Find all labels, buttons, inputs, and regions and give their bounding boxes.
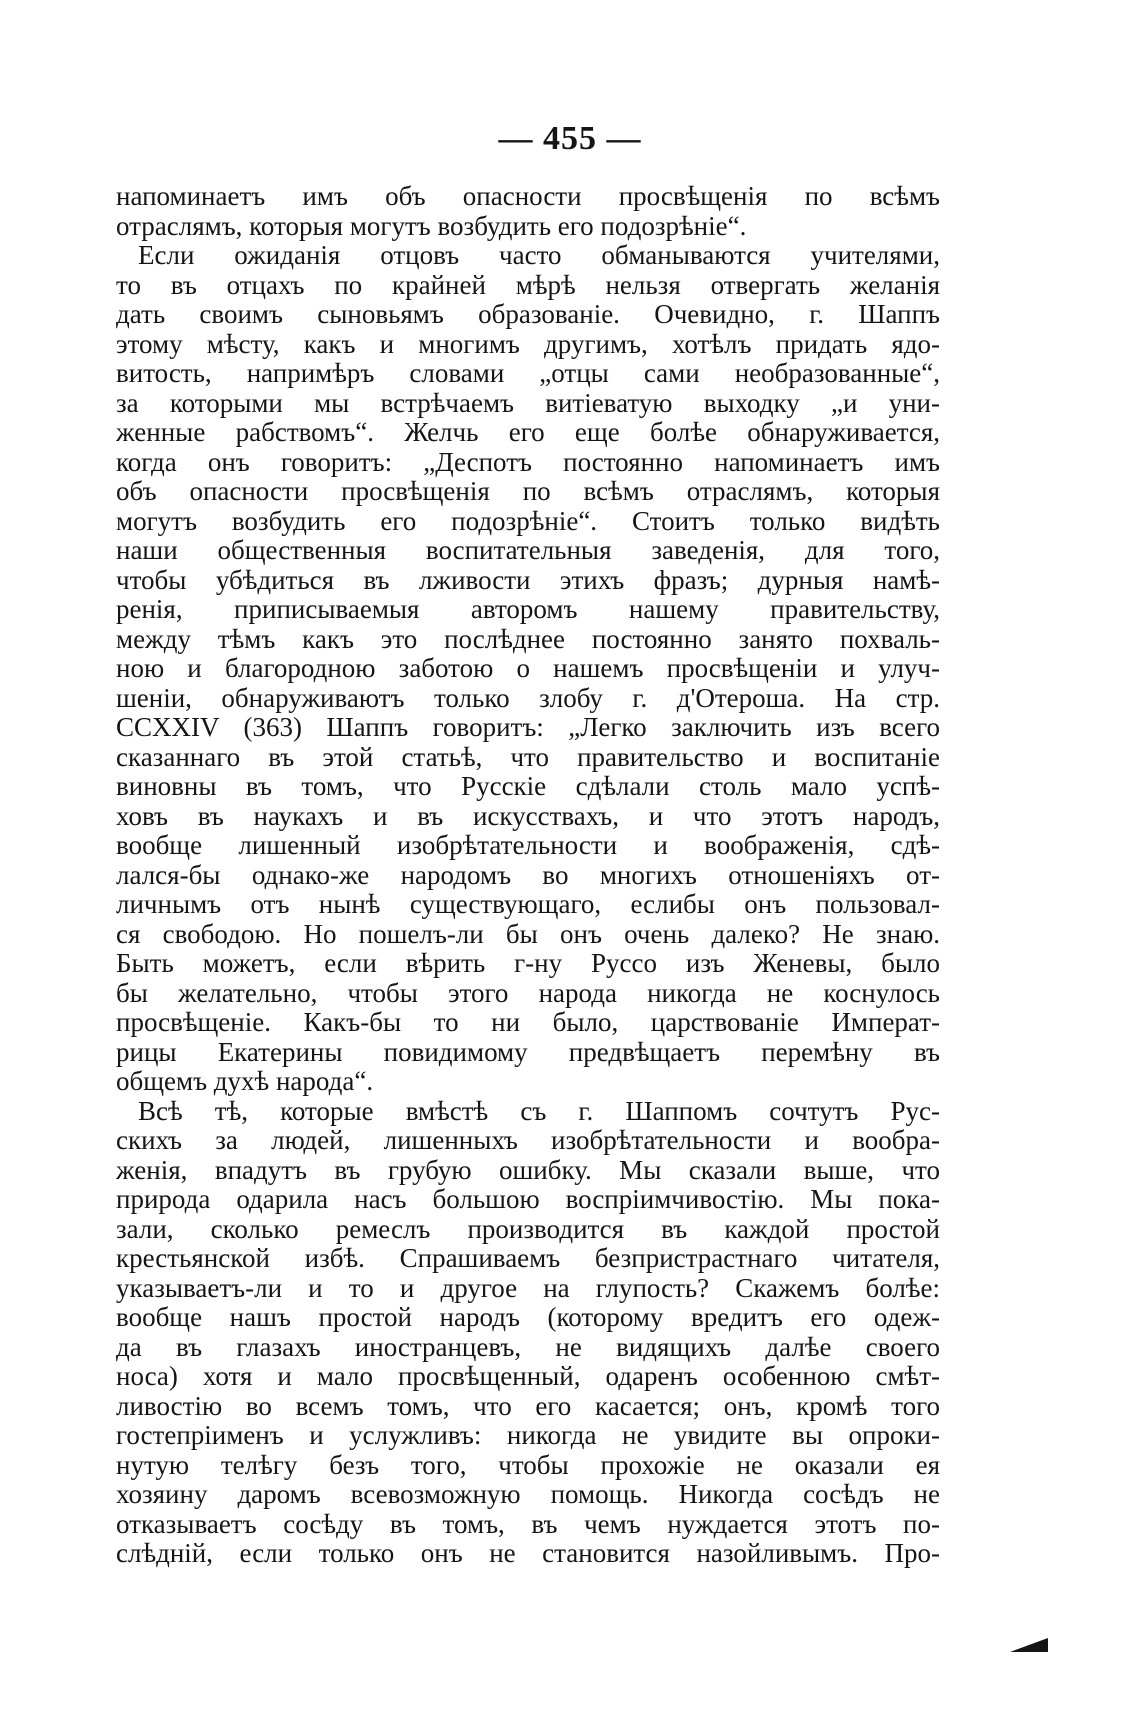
text-line: женія, впадутъ въ грубую ошибку. Мы сказали выше, что — [116, 1155, 940, 1185]
text-line: отказываетъ сосѣду въ томъ, въ чемъ нуждается этотъ по- — [116, 1509, 940, 1539]
text-line: да въ глазахъ иностранцевъ, не видящихъ далѣе своего — [116, 1332, 940, 1362]
text-line: нутую телѣгу безъ того, чтобы прохожіе не оказали ея — [116, 1450, 940, 1480]
text-line: Быть можетъ, если вѣрить г-ну Руссо изъ Женевы, было — [116, 949, 940, 978]
page-number: — 455 — — [498, 120, 642, 157]
text-line: общемъ духѣ народа“. — [116, 1067, 374, 1096]
text-line: напоминаетъ имъ объ опасности просвѣщенія по всѣмъ — [116, 182, 940, 211]
text-line: CCXXIV (363) Шаппъ говоритъ: „Легко заключить изъ всего — [116, 713, 940, 742]
text-line: просвѣщеніе. Какъ-бы то ни было, царствованіе Императ- — [116, 1008, 940, 1037]
text-line: лался-бы однако-же народомъ во многихъ отношеніяхъ от- — [116, 860, 940, 890]
paragraph — [116, 241, 940, 1097]
text-line: хозяину даромъ всевозможную помощь. Никогда сосѣдъ не — [116, 1480, 940, 1509]
text-line: чтобы убѣдиться въ лживости этихъ фразъ; дурныя намѣ- — [116, 565, 940, 595]
text-line: бы желательно, чтобы этого народа никогда не коснулось — [116, 978, 940, 1008]
text-line: ною и благородною заботою о нашемъ просвѣщеніи и улуч- — [116, 654, 940, 683]
text-line: за которыми мы встрѣчаемъ витіеватую выходку „и уни- — [116, 388, 940, 418]
text-line: между тѣмъ какъ это послѣднее постоянно занято похваль- — [116, 624, 940, 654]
text-line: вообще нашъ простой народъ (которому вредитъ его одеж- — [116, 1303, 940, 1332]
page-body — [116, 182, 940, 1569]
text-line: зали, сколько ремеслъ производится въ каждой простой — [116, 1214, 940, 1244]
text-line: носа) хотя и мало просвѣщенный, одаренъ особенною смѣт- — [116, 1362, 940, 1391]
text-line: указываетъ-ли и то и другое на глупость? Скажемъ болѣе: — [116, 1273, 940, 1303]
text-line: витость, напримѣръ словами „отцы сами необразованные“, — [116, 359, 940, 388]
text-line: гостепріименъ и услужливъ: никогда не увидите вы опроки- — [116, 1421, 940, 1450]
text-line: дать своимъ сыновьямъ образованіе. Очевидно, г. Шаппъ — [116, 300, 940, 329]
text-line: ховъ въ наукахъ и въ искусствахъ, и что этотъ народъ, — [116, 801, 940, 831]
text-line: рицы Екатерины повидимому предвѣщаетъ перемѣну въ — [116, 1037, 940, 1067]
text-line: ренія, приписываемыя авторомъ нашему правительству, — [116, 595, 940, 624]
text-line: женные рабствомъ“. Желчь его еще болѣе обнаруживается, — [116, 418, 940, 447]
paragraph — [116, 182, 940, 241]
text-line: природа одарила насъ большою воспріимчивостію. Мы пока- — [116, 1185, 940, 1214]
text-line: личнымъ отъ нынѣ существующаго, еслибы онъ пользовал- — [116, 890, 940, 919]
text-line: слѣдній, если только онъ не становится назойливымъ. Про- — [116, 1539, 940, 1568]
text-line: ливостію во всемъ томъ, что его касается; онъ, кромѣ того — [116, 1391, 940, 1421]
text-line: Если ожиданія отцовъ часто обманываются учителями, — [138, 241, 940, 270]
text-line: вообще лишенный изобрѣтательности и воображенія, сдѣ- — [116, 831, 940, 860]
text-line: виновны въ томъ, что Русскіе сдѣлали столь мало успѣ- — [116, 772, 940, 801]
text-line: могутъ возбудить его подозрѣніе“. Стоитъ только видѣть — [116, 506, 940, 536]
text-line: шеніи, обнаруживаютъ только злобу г. д'Отероша. На стр. — [116, 683, 940, 713]
text-line: объ опасности просвѣщенія по всѣмъ отраслямъ, которыя — [116, 477, 940, 506]
text-line: крестьянской избѣ. Спрашиваемъ безпристрастнаго читателя, — [116, 1244, 940, 1273]
text-line: Всѣ тѣ, которые вмѣстѣ съ г. Шаппомъ сочтутъ Рус- — [138, 1096, 940, 1126]
text-line: этому мѣсту, какъ и многимъ другимъ, хотѣлъ придать ядо- — [116, 329, 940, 359]
text-line: когда онъ говоритъ: „Деспотъ постоянно напоминаетъ имъ — [116, 447, 940, 477]
text-line: отраслямъ, которыя могутъ возбудить его подозрѣніе“. — [116, 211, 747, 241]
paragraph — [116, 1097, 940, 1569]
text-line: ся свободою. Но пошелъ-ли бы онъ очень далеко? Не знаю. — [116, 919, 940, 949]
text-line: скихъ за людей, лишенныхъ изобрѣтательности и вообра- — [116, 1126, 940, 1155]
text-line: наши общественныя воспитательныя заведенія, для того, — [116, 536, 940, 565]
corner-mark-icon — [1010, 1638, 1048, 1652]
text-line: то въ отцахъ по крайней мѣрѣ нельзя отвергать желанія — [116, 270, 940, 300]
text-line: сказаннаго въ этой статьѣ, что правительство и воспитаніе — [116, 742, 940, 772]
